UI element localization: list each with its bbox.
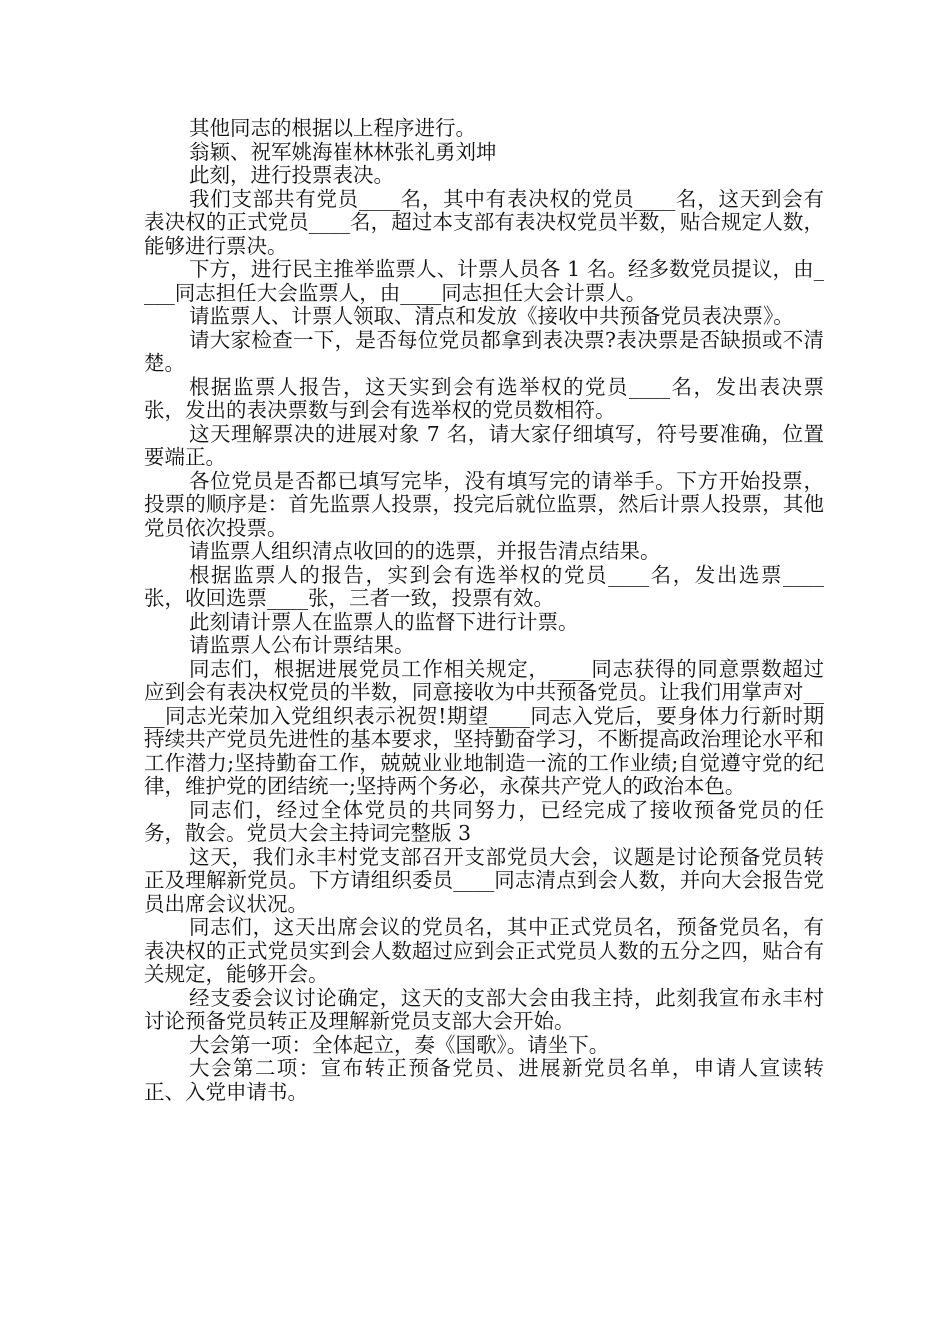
paragraph: 同志们，这天出席会议的党员名，其中正式党员名，预备党员名，有表决权的正式党员实到会人数超过应到会正式党员人数的五分之四，贴合有关规定，能够开会。 <box>144 915 824 986</box>
paragraph: 根据监票人的报告，实到会有选举权的党员____名，发出选票____张，收回选票____张，三者一致，投票有效。 <box>144 562 824 610</box>
paragraph: 这天理解票决的进展对象 7 名，请大家仔细填写，符号要准确，位置要端正。 <box>144 421 824 469</box>
paragraph: 请监票人、计票人领取、清点和发放《接收中共预备党员表决票》。 <box>189 304 794 328</box>
paragraph: 请监票人公布计票结果。 <box>189 633 415 657</box>
paragraph: 翁颖、祝军姚海崔林林张礼勇刘坤 <box>189 139 497 164</box>
paragraph: 大会第一项：全体起立，奏《国歌》。请坐下。 <box>189 1032 610 1057</box>
paragraph: 请大家检查一下，是否每位党员都拿到表决票?表决票是否缺损或不清楚。 <box>144 327 824 375</box>
paragraph: 此刻，进行投票表决。 <box>189 163 394 187</box>
paragraph: 此刻请计票人在监票人的监督下进行计票。 <box>189 609 579 634</box>
paragraph: 根据监票人报告，这天实到会有选举权的党员____名，发出表决票张，发出的表决票数与到会有选举权的党员数相符。 <box>144 374 824 422</box>
paragraph: 请监票人组织清点收回的的选票，并报告清点结果。 <box>189 539 661 563</box>
paragraph: 经支委会议讨论确定，这天的支部大会由我主持，此刻我宣布永丰村讨论预备党员转正及理解新党员支部大会开始。 <box>144 985 824 1033</box>
paragraph: 我们支部共有党员____名，其中有表决权的党员____名，这天到会有表决权的正式党员____名，超过本支部有表决权党员半数，贴合规定人数，能够进行票决。 <box>144 186 824 258</box>
document-body <box>144 117 824 1104</box>
paragraph: 大会第二项：宣布转正预备党员、进展新党员名单，申请人宣读转正、入党申请书。 <box>144 1056 824 1104</box>
paragraph: 下方，进行民主推举监票人、计票人员各 1 名。经多数党员提议，由____同志担任大会监票人，由____同志担任大会计票人。 <box>144 257 824 305</box>
paragraph: 其他同志的根据以上程序进行。 <box>189 116 476 140</box>
paragraph: 同志们，经过全体党员的共同努力，已经完成了接收预备党员的任务，散会。党员大会主持词完整版 3 <box>144 797 824 845</box>
paragraph: 这天，我们永丰村党支部召开支部党员大会，议题是讨论预备党员转正及理解新党员。下方请组织委员____同志清点到会人数，并向大会报告党员出席会议状况。 <box>144 844 824 916</box>
paragraph: 同志们，根据进展党员工作相关规定，____同志获得的同意票数超过应到会有表决权党员的半数，同意接收为中共预备党员。让我们用掌声对____同志光荣加入党组织表示祝贺!期望____同志入党后，要身体力行新时期持续共产党员先进性的基本要求，坚持勤奋学习，不断提高政治理论水平和工作潜力;坚持勤奋工作，兢兢业业地制造一流的工作业绩;自觉遵守党的纪律，维护党的团结统一;坚持两个务必，永葆共产党人的政治本色。 <box>144 656 824 798</box>
paragraph: 各位党员是否都已填写完毕，没有填写完的请举手。下方开始投票，投票的顺序是：首先监票人投票，投完后就位监票，然后计票人投票，其他党员依次投票。 <box>144 468 824 540</box>
